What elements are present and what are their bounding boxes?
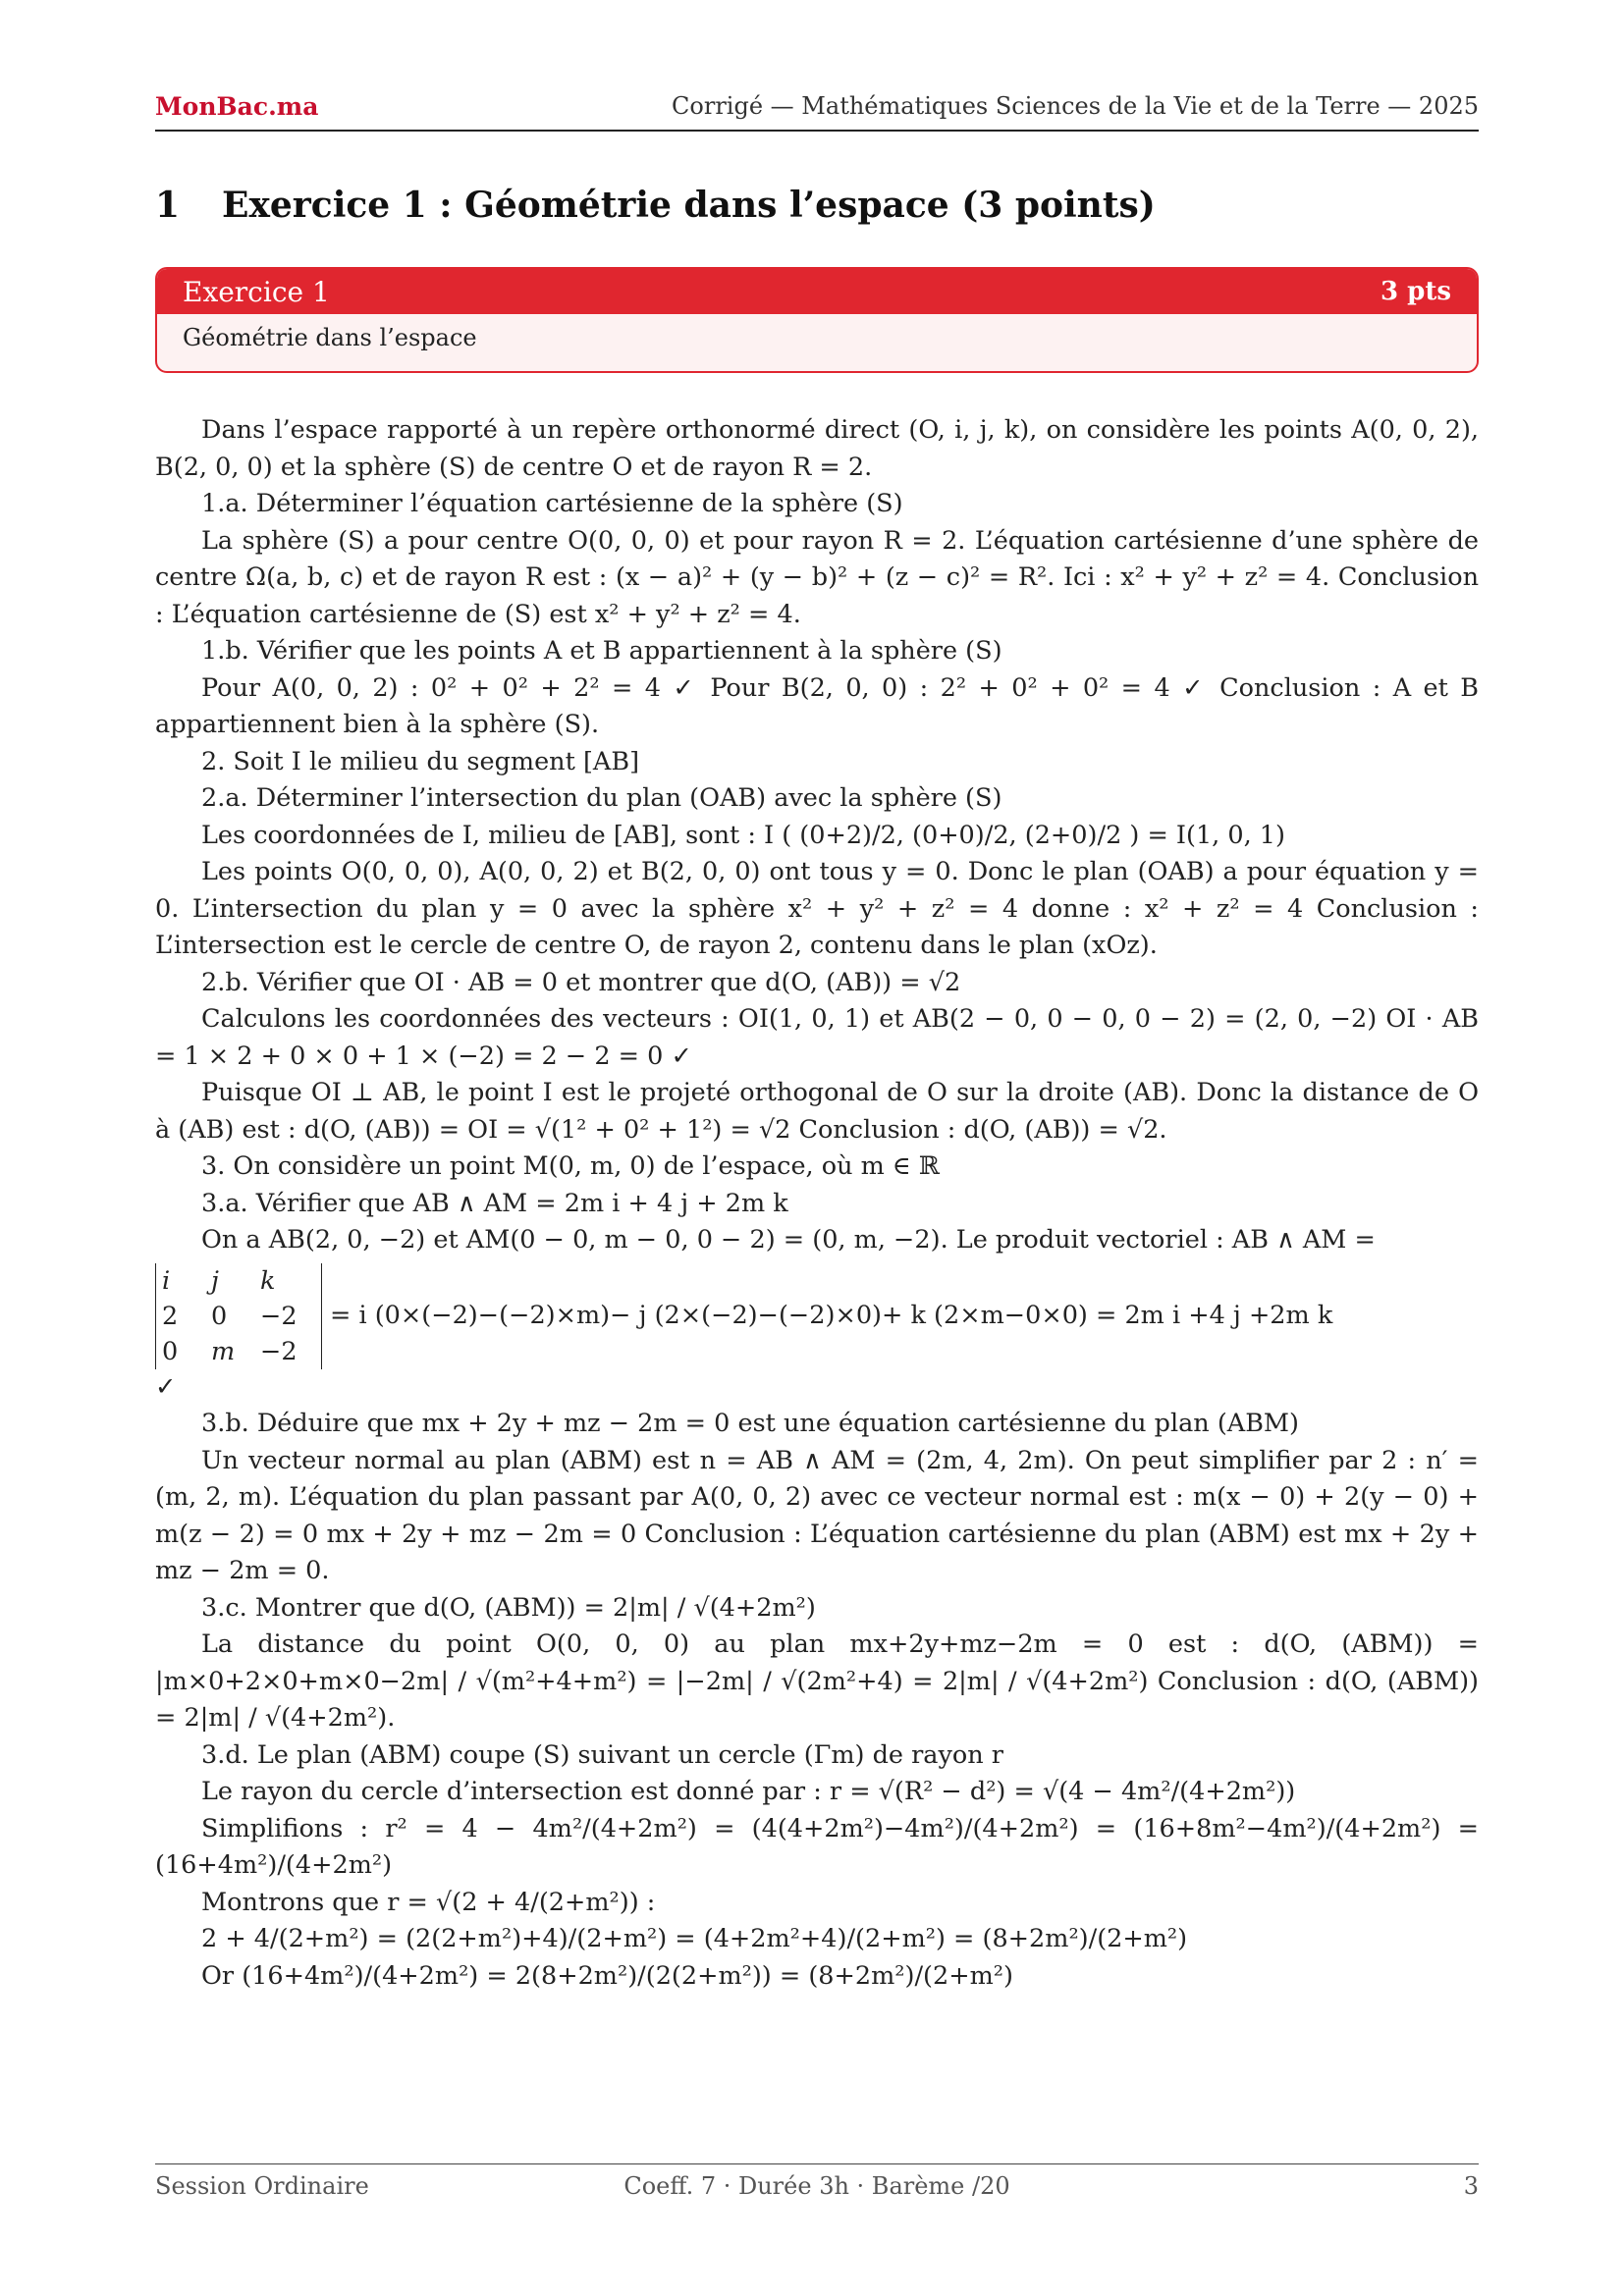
answer-2b-dot-product: Calculons les coordonnées des vecteurs : OI(1, 0, 1) et AB(2 − 0, 0 − 0, 0 − 2) = (2, 0, −2) OI · AB = 1 × 2 + 0 × 0 + 1 × (−2) = 2 − 2 = 0 ✓	[155, 1004, 1479, 1071]
intro-paragraph: Dans l’espace rapporté à un repère orthonormé direct (O, i, j, k), on considère les points A(0, 0, 2), B(2, 0, 0) et la sphère (S) de centre O et de rayon R = 2.	[155, 415, 1479, 482]
answer-2a-midpoint: Les coordonnées de I, milieu de [AB], sont : I ( (0+2)/2, (0+0)/2, (2+0)/2 ) = I(1, 0, 1)	[201, 820, 1285, 850]
det-cell: i	[162, 1265, 171, 1296]
answer-2a-plane: Les points O(0, 0, 0), A(0, 0, 2) et B(2, 0, 0) ont tous y = 0. Donc le plan (OAB) a pour équation y = 0. L’intersection du plan y = 0 avec la sphère x² + y² + z² = 4 donne : x² + z² = 4 Conclusion : L’intersection est le cercle de centre O, de rayon 2, contenu dans le plan (xOz).	[155, 857, 1479, 960]
exercise-topic: Géométrie dans l’espace	[183, 324, 477, 351]
answer-3d-step1: 2 + 4/(2+m²) = (2(2+m²)+4)/(2+m²) = (4+2m²+4)/(2+m²) = (8+2m²)/(2+m²)	[201, 1924, 1188, 1953]
question-1b: 1.b. Vérifier que les points A et B appartiennent à la sphère (S)	[201, 636, 1002, 666]
answer-3c: La distance du point O(0, 0, 0) au plan mx+2y+mz−2m = 0 est : d(O, (ABM)) = |m×0+2×0+m×0−2m| / √(m²+4+m²) = |−2m| / √(2m²+4) = 2|m| / √(4+2m²) Conclusion : d(O, (ABM)) = 2|m| / √(4+2m²).	[155, 1629, 1479, 1733]
page-header	[155, 90, 1479, 132]
page-footer	[155, 2163, 1479, 2204]
question-2: 2. Soit I le milieu du segment [AB]	[201, 746, 640, 776]
answer-3d-simplify: Simplifions : r² = 4 − 4m²/(4+2m²) = (4(4+2m²)−4m²)/(4+2m²) = (16+8m²−4m²)/(4+2m²) = (16+4m²)/(4+2m²)	[155, 1813, 1479, 1880]
brand-logo-text[interactable]: MonBac.ma	[155, 92, 319, 121]
answer-3b: Un vecteur normal au plan (ABM) est n = AB ∧ AM = (2m, 4, 2m). On peut simplifier par 2 : n′ = (m, 2, m). L’équation du plan passant par A(0, 0, 2) avec ce vecteur normal est : m(x − 0) + 2(y − 0) + m(z − 2) = 0 mx + 2y + mz − 2m = 0 Conclusion : L’équation cartésienne du plan (ABM) est mx + 2y + mz − 2m = 0.	[155, 1445, 1479, 1585]
question-1a: 1.a. Déterminer l’équation cartésienne de la sphère (S)	[201, 489, 903, 518]
answer-3d-show: Montrons que r = √(2 + 4/(2+m²)) :	[201, 1887, 656, 1917]
det-cell: 2	[162, 1301, 179, 1331]
det-cell: m	[211, 1336, 236, 1366]
footer-coefficient: Coeff. 7 · Durée 3h · Barème /20	[623, 2172, 1010, 2200]
answer-1a: La sphère (S) a pour centre O(0, 0, 0) et pour rayon R = 2. L’équation cartésienne d’une sphère de centre Ω(a, b, c) et de rayon R est : (x − a)² + (y − b)² + (z − c)² = R². Ici : x² + y² + z² = 4. Conclusion : L’équation cartésienne de (S) est x² + y² + z² = 4.	[155, 525, 1479, 629]
question-3: 3. On considère un point M(0, m, 0) de l’espace, où m ∈ ℝ	[201, 1151, 941, 1181]
checkmark: ✓	[155, 1371, 177, 1402]
page	[155, 0, 1479, 2296]
answer-3a-expansion: = i (0×(−2)−(−2)×m)− j (2×(−2)−(−2)×0)+ k (2×m−0×0) = 2m i +4 j +2m k	[330, 1300, 1333, 1330]
det-cell: −2	[260, 1301, 298, 1331]
exercise-box-header	[157, 269, 1477, 314]
answer-3d-step2: Or (16+4m²)/(4+2m²) = 2(8+2m²)/(2(2+m²)) = (8+2m²)/(2+m²)	[201, 1960, 1013, 1991]
question-3d: 3.d. Le plan (ABM) coupe (S) suivant un cercle (Γm) de rayon r	[201, 1739, 1003, 1770]
section-number: 1	[155, 185, 181, 226]
det-cell: j	[211, 1265, 219, 1296]
question-3c: 3.c. Montrer que d(O, (ABM)) = 2|m| / √(4+2m²)	[201, 1592, 816, 1623]
header-title: Corrigé — Mathématiques Sciences de la Vie et de la Terre — 2025	[672, 92, 1479, 120]
determinant-expression	[155, 1263, 1479, 1369]
exercise-points: 3 pts	[1380, 277, 1451, 306]
exercise-label: Exercice 1	[183, 275, 330, 308]
footer-session: Session Ordinaire	[155, 2172, 369, 2200]
section-heading	[155, 185, 1156, 226]
det-cell: 0	[211, 1301, 228, 1331]
answer-1b: Pour A(0, 0, 2) : 0² + 0² + 2² = 4 ✓ Pour B(2, 0, 0) : 2² + 0² + 0² = 4 ✓ Conclusion : A et B appartiennent bien à la sphère (S).	[155, 672, 1479, 739]
answer-3a-intro: On a AB(2, 0, −2) et AM(0 − 0, m − 0, 0 − 2) = (0, m, −2). Le produit vectoriel : AB ∧ AM =	[201, 1225, 1376, 1255]
document-body	[155, 412, 1479, 1995]
question-2b: 2.b. Vérifier que OI · AB = 0 et montrer que d(O, (AB)) = √2	[201, 967, 961, 997]
exercise-box	[155, 267, 1479, 373]
det-cell: k	[260, 1265, 276, 1296]
det-cell: −2	[260, 1336, 298, 1366]
question-3a: 3.a. Vérifier que AB ∧ AM = 2m i + 4 j + 2m k	[201, 1188, 788, 1218]
answer-3d-radius: Le rayon du cercle d’intersection est donné par : r = √(R² − d²) = √(4 − 4m²/(4+2m²))	[201, 1777, 1296, 1806]
question-2a: 2.a. Déterminer l’intersection du plan (OAB) avec la sphère (S)	[201, 783, 1002, 813]
determinant-matrix	[155, 1263, 322, 1369]
det-cell: 0	[162, 1336, 179, 1366]
question-3b: 3.b. Déduire que mx + 2y + mz − 2m = 0 est une équation cartésienne du plan (ABM)	[201, 1409, 1299, 1438]
answer-2b-distance: Puisque OI ⊥ AB, le point I est le projeté orthogonal de O sur la droite (AB). Donc la distance de O à (AB) est : d(O, (AB)) = OI = √(1² + 0² + 1²) = √2 Conclusion : d(O, (AB)) = √2.	[155, 1078, 1479, 1145]
page-number: 3	[1463, 2172, 1479, 2200]
section-title: Exercice 1 : Géométrie dans l’espace (3 points)	[222, 185, 1156, 226]
